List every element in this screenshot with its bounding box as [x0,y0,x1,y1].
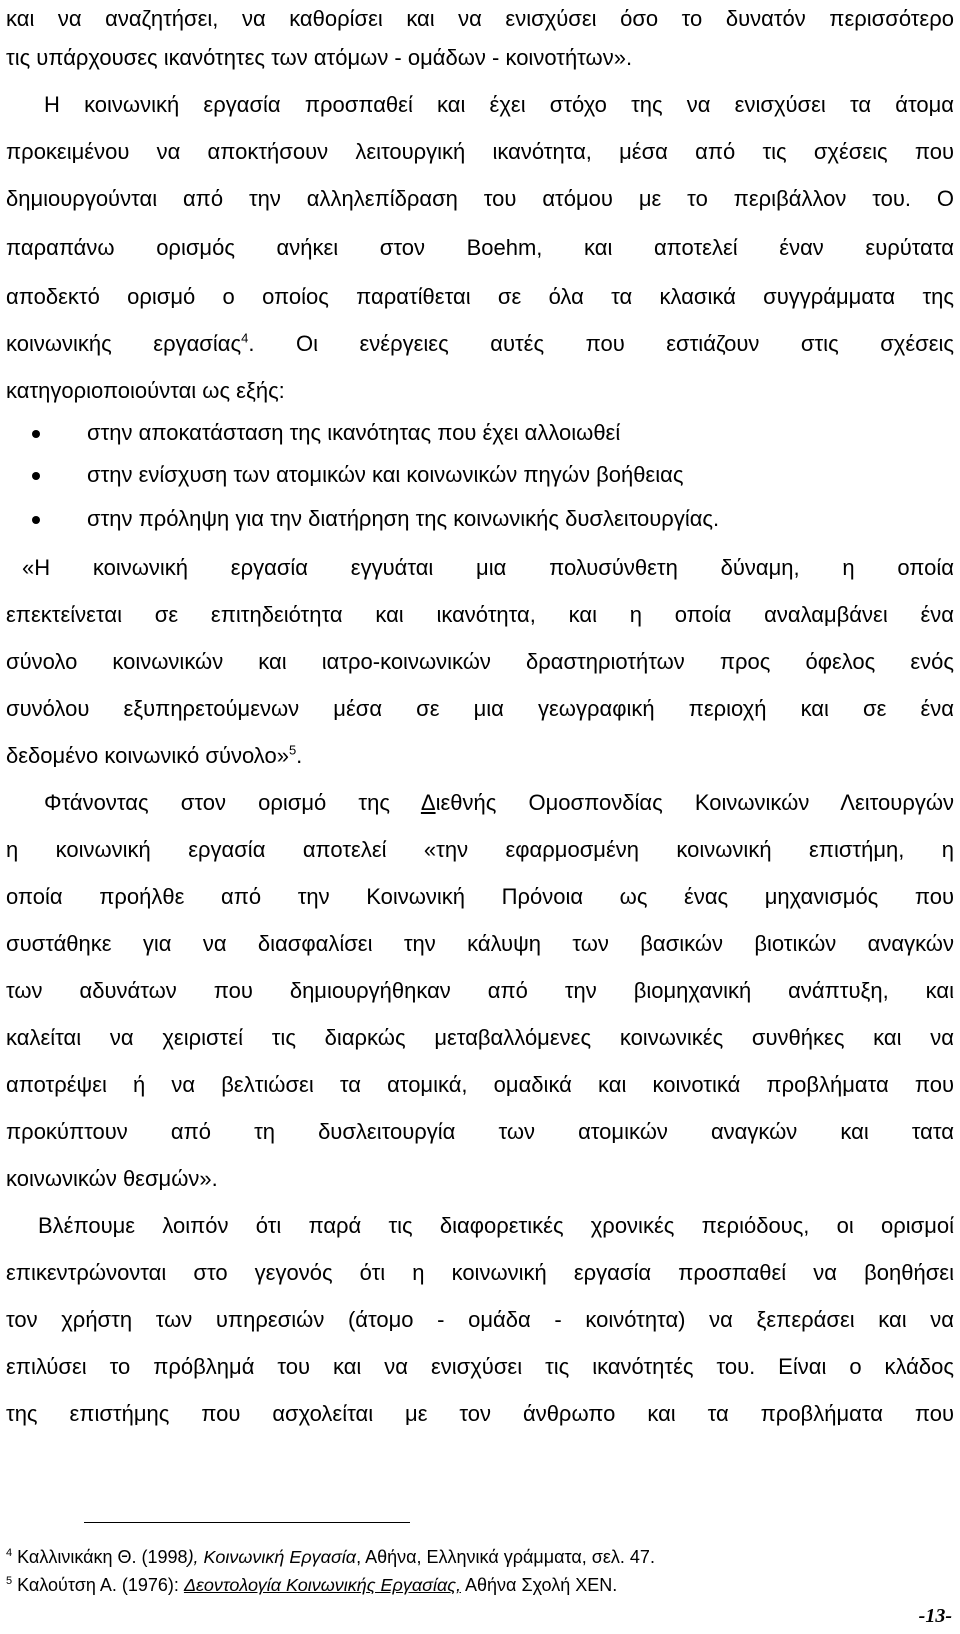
text-line [6,743,954,769]
footnote-text: Αθήνα Σχολή ΧΕΝ. [461,1575,618,1595]
text-line: προκύπτουν από τη δυσλειτουργία των ατομικών αναγκών και τατα [6,1119,954,1144]
footnote-title: Δεοντολογία Κοινωνικής Εργασίας, [183,1575,461,1595]
text-line: παραπάνω ορισμός ανήκει στον Boehm, και αποτελεί έναν ευρύτατα [6,235,954,260]
footnote-mark: 4 [6,1547,13,1559]
footnote-separator [84,1522,410,1523]
footnote-5 [6,1574,617,1596]
text-line: αποτρέψει ή να βελτιώσει τα ατομικά, ομαδικά και κοινοτικά προβλήματα που [6,1072,954,1097]
footnote-text: , Αθήνα, Ελληνικά γράμματα, σελ. 47. [356,1547,655,1567]
page-number: -13- [918,1605,952,1627]
list-item-text: στην αποκατάσταση της ικανότητας που έχει αλλοιωθεί [87,420,621,445]
text-line: συνόλου εξυπηρετούμενων μέσα σε μια γεωγραφική περιοχή και σε ένα [6,696,954,721]
text-line: καλείται να χειριστεί τις διαρκώς μεταβαλλόμενες κοινωνικές συνθήκες και να [6,1025,954,1050]
text-line: κατηγοριοποιούνται ως εξής: [6,378,285,403]
footnote-text: Καλλινικάκη Θ. (1998 [12,1547,188,1567]
text-line: των αδυνάτων που δημιουργήθηκαν από την βιομηχανική ανάπτυξη, και [6,978,954,1003]
bullet-icon [32,472,40,480]
list-item-text: στην πρόληψη για την διατήρηση της κοινωνικής δυσλειτουργίας. [87,506,720,531]
underlined-letter: Δ [420,790,436,815]
text-line: Η κοινωνική εργασία προσπαθεί και έχει στόχο της να ενισχύσει τα άτομα [44,92,954,117]
text-run: κοινωνικής εργασίας [6,331,242,356]
text-line: επεκτείνεται σε επιτηδειότητα και ικανότητα, και η οποία αναλαμβάνει ένα [6,602,954,627]
text-run: . Οι ενέργειες αυτές που εστιάζουν στις σχέσεις [248,331,954,356]
text-line: σύνολο κοινωνικών και ιατρο-κοινωνικών δραστηριοτήτων προς όφελος ενός [6,649,954,674]
footnote-ref-5[interactable]: 5 [288,742,297,758]
list-item [0,506,960,536]
text-line: δημιουργούνται από την αλληλεπίδραση του ατόμου με το περιβάλλον του. Ο [6,186,954,211]
bullet-icon [32,516,40,524]
text-line: συστάθηκε για να διασφαλίσει την κάλυψη των βασικών βιοτικών αναγκών [6,931,954,956]
text-line [6,331,954,357]
list-item [0,462,960,492]
bullet-icon [32,430,40,438]
text-run: Φτάνοντας στον ορισμό της [44,790,421,815]
text-line: επικεντρώνονται στο γεγονός ότι η κοινωνική εργασία προσπαθεί να βοηθήσει [6,1260,954,1285]
text-line: προκειμένου να αποκτήσουν λειτουργική ικανότητα, μέσα από τις σχέσεις που [6,139,954,164]
text-line: τον χρήστη των υπηρεσιών (άτομο - ομάδα - κοινότητα) να ξεπεράσει και να [6,1307,954,1332]
text-line: κοινωνικών θεσμών». [6,1166,218,1191]
footnote-title: ), Κοινωνική Εργασία [187,1547,357,1567]
text-line: η κοινωνική εργασία αποτελεί «την εφαρμοσμένη κοινωνική επιστήμη, η [6,837,954,862]
text-line: Βλέπουμε λοιπόν ότι παρά τις διαφορετικές χρονικές περιόδους, οι ορισμοί [38,1213,954,1238]
text-line: τις υπάρχουσες ικανότητες των ατόμων - ομάδων - κοινοτήτων». [6,45,633,70]
footnote-ref-4[interactable]: 4 [241,330,249,346]
text-line: «Η κοινωνική εργασία εγγυάται μια πολυσύνθετη δύναμη, η οποία [22,555,954,580]
text-line: οποία προήλθε από την Κοινωνική Πρόνοια ως ένας μηχανισμός που [6,884,954,909]
list-item [0,420,960,450]
text-line: αποδεκτό ορισμό ο οποίος παρατίθεται σε όλα τα κλασικά συγγράμματα της [6,284,954,309]
text-run: δεδομένο κοινωνικό σύνολο» [6,743,289,768]
footnote-text: Καλούτση Α. (1976): [12,1575,184,1595]
text-run: ιεθνής Ομοσπονδίας Κοινωνικών Λειτουργών [435,790,955,815]
text-line: επιλύσει το πρόβλημά του και να ενισχύσει τις ικανότητές του. Είναι ο κλάδος [6,1354,954,1379]
text-run: . [296,743,303,768]
list-item-text: στην ενίσχυση των ατομικών και κοινωνικών πηγών βοήθειας [87,462,684,487]
text-line: της επιστήμης που ασχολείται με τον άνθρωπο και τα προβλήματα που [6,1401,954,1426]
text-line [44,790,954,816]
footnote-mark: 5 [6,1575,13,1587]
text-line: και να αναζητήσει, να καθορίσει και να ενισχύσει όσο το δυνατόν περισσότερο [6,6,954,31]
footnote-4 [6,1546,655,1568]
